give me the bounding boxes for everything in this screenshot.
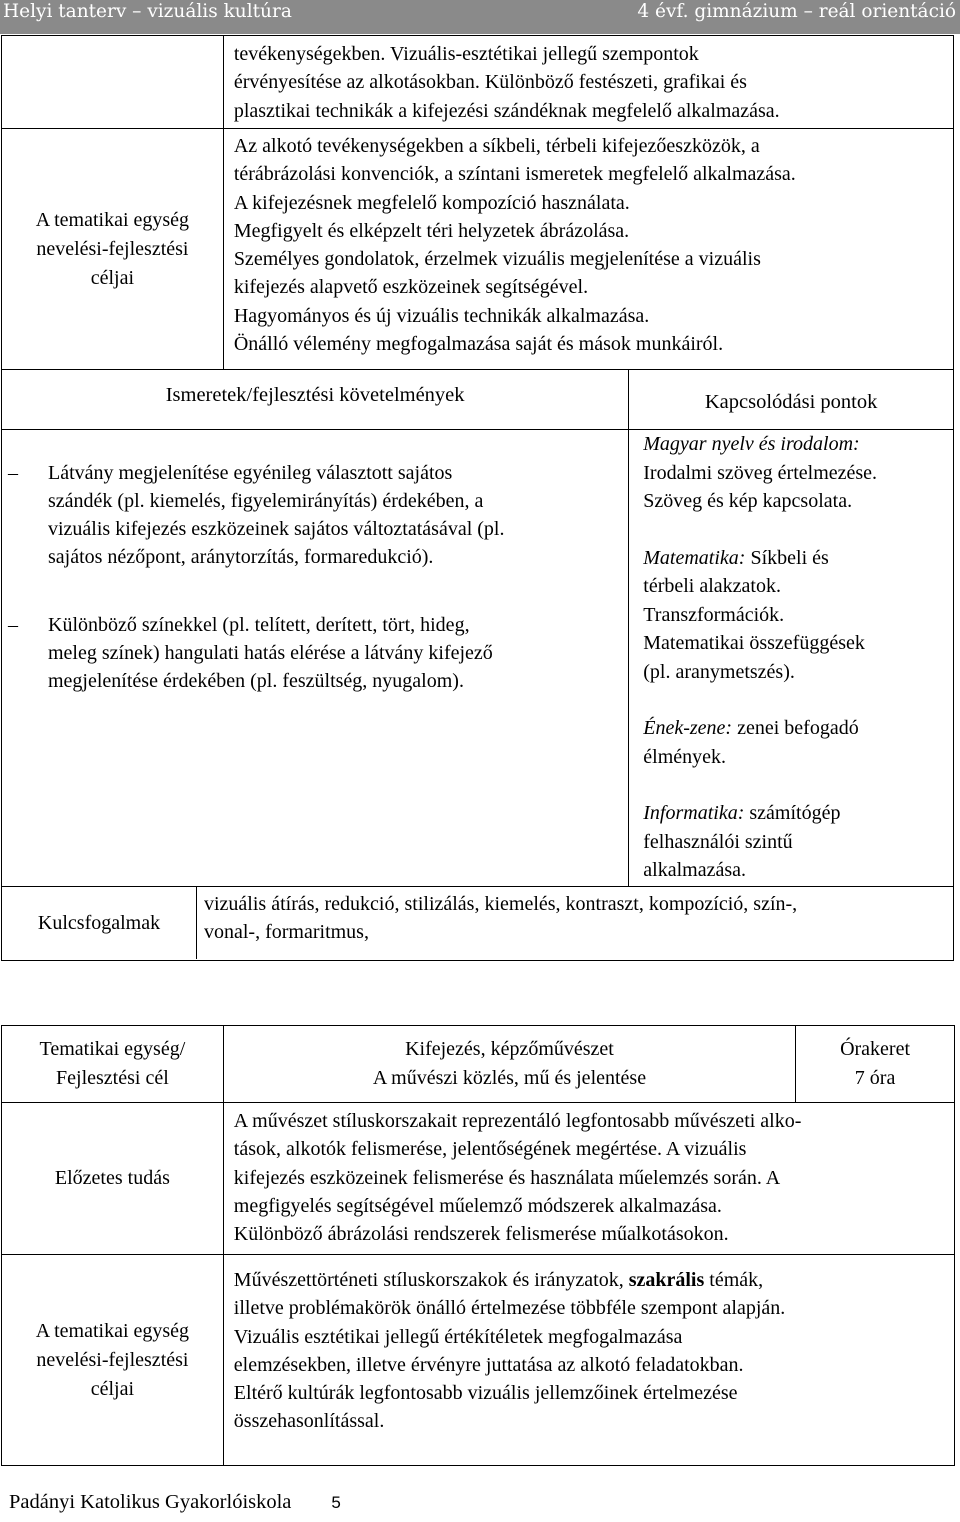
goals-line: Az alkotó tevékenységekben a síkbeli, térbeli kifejezőeszközök, a [233, 135, 760, 157]
bold-term: szakrális [628, 1269, 705, 1291]
knowledge-line: meleg színek) hangulati hatás elérése a látvány kifejező [48, 642, 493, 664]
unit-title-line: Kifejezés, képzőművészet [405, 1038, 614, 1060]
goals-label-line: nevelési-fejlesztési [36, 237, 189, 260]
prior-line: tások, alkotók felismerése, jelentőségének megértése. A vizuális [233, 1138, 747, 1161]
curriculum-table-1 [1, 35, 954, 961]
connection-line: Irodalmi szöveg értelmezése. [643, 461, 878, 484]
goals-text-cell [223, 129, 953, 370]
goals2-line: elemzésekben, illetve érvényre juttatása az alkotó feladatokban. [233, 1353, 744, 1376]
prior-line: Különböző ábrázolási rendszerek felismerése műalkotásokon. [233, 1223, 729, 1246]
connection-line: élmények. [643, 745, 727, 768]
connections-header-cell [629, 370, 954, 430]
goals2-label-cell [2, 1255, 224, 1466]
goals-label-line: céljai [90, 266, 135, 289]
keywords-line: vizuális átírás, redukció, stilizálás, kiemelés, kontraszt, kompozíció, szín-, [204, 893, 798, 915]
unit-label-line: Tematikai egység/ [39, 1038, 186, 1060]
intro-label-cell [2, 36, 224, 129]
goals-line: térábrázolási konvenciók, a színtani ismeretek megfelelő alkalmazása. [233, 163, 796, 186]
goals2-line: Eltérő kultúrák legfontosabb vizuális jellemzőinek értelmezése [233, 1382, 738, 1405]
knowledge-line: Látvány megjelenítése egyénileg választott sajátos [48, 462, 453, 484]
connection-line: Ének-zene: zenei befogadó [643, 717, 859, 739]
knowledge-item [2, 459, 628, 571]
connections-cell [629, 430, 954, 887]
hours-label: Órakeret [840, 1038, 911, 1060]
prior-label: Előzetes tudás [54, 1167, 170, 1189]
connection-line: Matematikai összefüggések [643, 632, 865, 654]
unit-title-cell [223, 1026, 795, 1103]
prior-line: megfigyelés segítségével műelemző módszerek alkalmazása. [233, 1194, 722, 1217]
intro-line: plasztikai technikák a kifejezési szándéknak megfelelő alkalmazása. [233, 99, 780, 122]
connection-line: Transzformációk. [643, 603, 785, 626]
knowledge-line: sajátos nézőpont, aránytorzítás, formaredukció). [48, 546, 434, 568]
curriculum-table-2 [1, 1025, 955, 1466]
connection-line: Matematika: Síkbeli és [643, 546, 829, 569]
intro-line: tevékenységekben. Vizuális-esztétikai jellegű szempontok [233, 43, 699, 65]
prior-text-cell [223, 1103, 954, 1255]
knowledge-header: Ismeretek/fejlesztési követelmények [165, 384, 465, 406]
hours-value: 7 óra [854, 1067, 896, 1089]
intro-text-cell [223, 36, 953, 129]
header-right-text: 4 évf. gimnázium – reál orientáció [637, 1, 956, 22]
goals2-text-cell [223, 1255, 954, 1466]
knowledge-line: megjelenítése érdekében (pl. feszültség, nyugalom). [48, 670, 464, 692]
goals2-line: Vizuális esztétikai jellegű értékítéletek megfogalmazása [233, 1325, 683, 1348]
unit-title-line: A művészi közlés, mű és jelentése [372, 1067, 647, 1089]
footer-school: Padányi Katolikus Gyakorlóiskola [9, 1491, 292, 1513]
page-header [0, 0, 960, 34]
connection-subject-enek: Ének-zene: [643, 717, 733, 739]
unit-label-cell [2, 1026, 224, 1103]
knowledge-item [2, 611, 628, 695]
connection-line: Informatika: számítógép [643, 802, 841, 824]
connection-line: térbeli alakzatok. [643, 575, 781, 597]
goals-line: kifejezés alapvető eszközeinek segítségével. [233, 276, 589, 299]
connection-line: Szöveg és kép kapcsolata. [643, 490, 853, 512]
header-left-text: Helyi tanterv – vizuális kultúra [3, 1, 292, 22]
prior-label-cell [2, 1103, 224, 1255]
page-number: 5 [331, 1493, 341, 1512]
connection-line: felhasználói szintű [643, 830, 793, 853]
hours-cell [796, 1026, 955, 1103]
goals-line: Hagyományos és új vizuális technikák alkalmazása. [233, 304, 650, 327]
page-footer [9, 1491, 341, 1514]
knowledge-line: szándék (pl. kiemelés, figyelemirányítás) érdekében, a [48, 490, 484, 512]
intro-line: érvényesítése az alkotásokban. Különböző festészeti, grafikai és [233, 71, 747, 94]
connection-subject-magyar: Magyar nyelv és irodalom: [643, 433, 860, 455]
connection-line: (pl. aranymetszés). [643, 660, 795, 683]
unit-label-line: Fejlesztési cél [56, 1067, 169, 1089]
connections-header: Kapcsolódási pontok [704, 391, 878, 413]
knowledge-line: Különböző színekkel (pl. telített, derített, tört, hideg, [48, 614, 470, 636]
keywords-line: vonal-, formaritmus, [204, 921, 369, 944]
goals2-label-line: nevelési-fejlesztési [36, 1348, 189, 1371]
prior-line: A művészet stíluskorszakait reprezentáló legfontosabb művészeti alko- [233, 1110, 802, 1132]
keywords-row [2, 887, 954, 961]
knowledge-header-cell [2, 370, 629, 430]
connection-subject-info: Informatika: [643, 802, 745, 824]
knowledge-line: vizuális kifejezés eszközeinek sajátos változtatásával (pl. [48, 518, 505, 540]
goals-line: Személyes gondolatok, érzelmek vizuális megjelenítése a vizuális [233, 248, 761, 271]
goals-line: Megfigyelt és elképzelt téri helyzetek ábrázolása. [233, 219, 630, 242]
dash-bullet: – [8, 614, 18, 636]
knowledge-cell [2, 430, 629, 887]
goals2-line: összehasonlítással. [233, 1410, 385, 1433]
prior-line: kifejezés eszközeinek felismerése és használata műelemzés során. A [233, 1166, 781, 1189]
keywords-label-cell [2, 887, 197, 959]
goals2-label-line: A tematikai egység [35, 1319, 190, 1342]
connection-subject-matek: Matematika: [643, 546, 746, 569]
goals2-line: Művészettörténeti stíluskorszakok és irányzatok, szakrális témák, [233, 1269, 764, 1291]
keywords-text-cell [197, 887, 805, 959]
goals2-label-line: céljai [90, 1377, 135, 1400]
goals-label-line: A tematikai egység [35, 208, 190, 231]
goals-line: A kifejezésnek megfelelő kompozíció használata. [233, 191, 630, 214]
keywords-label: Kulcsfogalmak [37, 911, 161, 934]
connection-line: alkalmazása. [643, 859, 746, 881]
dash-bullet: – [8, 462, 18, 484]
goals-label-cell [2, 129, 224, 370]
goals-line: Önálló vélemény megfogalmazása saját és mások munkáiról. [233, 333, 724, 356]
goals2-line: illetve problémakörök önálló értelmezése többféle szempont alapján. [233, 1297, 786, 1320]
